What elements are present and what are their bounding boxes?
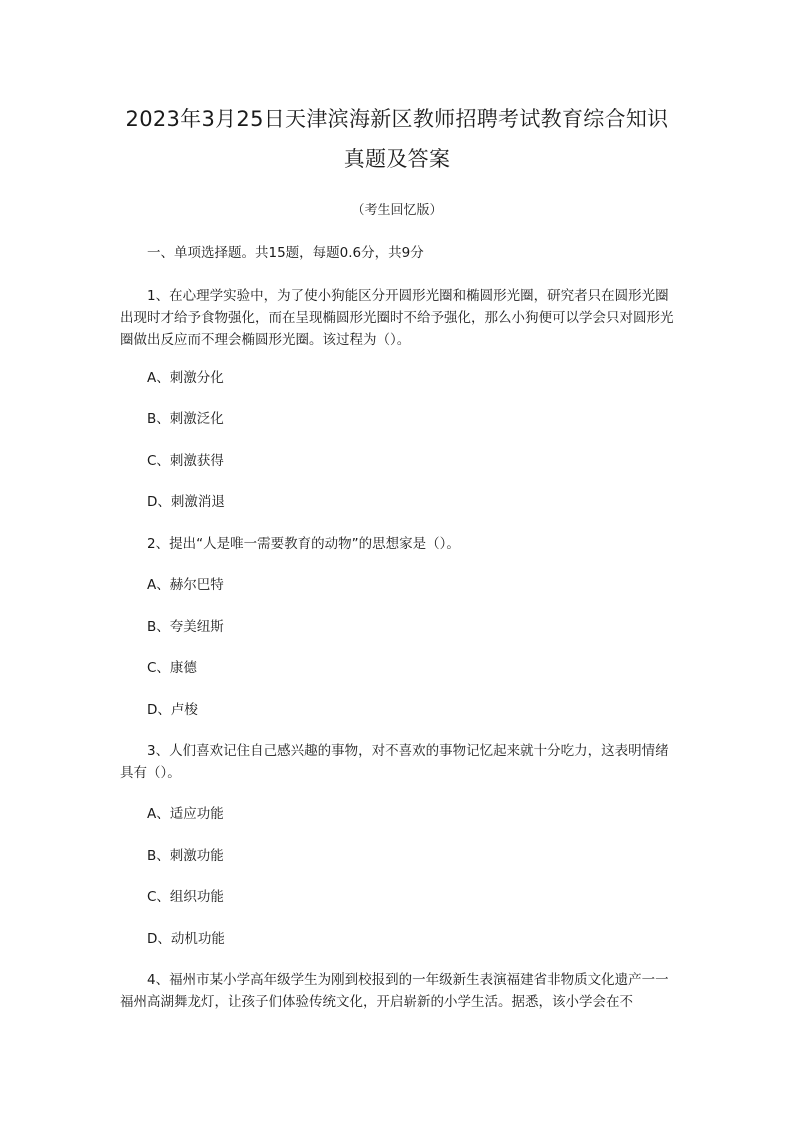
- question-3-option-c: C、组织功能: [147, 889, 224, 905]
- document-title-line-2: 真题及答案: [343, 147, 451, 171]
- document-title-line-1: 2023年3月25日天津滨海新区教师招聘考试教育综合知识: [125, 107, 669, 131]
- question-2-option-c: C、康德: [147, 660, 197, 676]
- question-1-option-b: B、刺激泛化: [147, 411, 224, 427]
- question-3-option-a: A、适应功能: [147, 806, 224, 822]
- question-3-option-b: B、刺激功能: [147, 848, 224, 864]
- question-3-option-d: D、动机功能: [147, 931, 225, 947]
- question-1-option-d: D、刺激消退: [147, 494, 225, 510]
- question-4-stem: 4、福州市某小学高年级学生为刚到校报到的一年级新生表演福建省非物质文化遗产一一福州高湖舞龙灯，让孩子们体验传统文化，开启崭新的小学生活。据悉，该小学会在不: [120, 972, 669, 1010]
- document-subtitle: （考生回忆版）: [351, 203, 443, 218]
- question-2-stem: 2、提出“人是唯一需要教育的动物”的思想家是（）。: [147, 536, 460, 552]
- question-3-stem: 3、人们喜欢记住自己感兴趣的事物，对不喜欢的事物记忆起来就十分吃力，这表明情绪具有（）。: [120, 743, 669, 781]
- section-heading: 一、单项选择题。共15题，每题0.6分，共9分: [147, 245, 424, 261]
- question-2-option-a: A、赫尔巴特: [147, 577, 224, 593]
- question-1-option-c: C、刺激获得: [147, 453, 224, 469]
- question-1-option-a: A、刺激分化: [147, 370, 224, 386]
- question-1-stem: 1、在心理学实验中，为了使小狗能区分开圆形光圈和椭圆形光圈，研究者只在圆形光圈出现时才给予食物强化，而在呈现椭圆形光圈时不给予强化，那么小狗便可以学会只对圆形光圈做出反应而不理会椭圆形光圈。该过程为（）。: [120, 288, 674, 348]
- question-2-option-d: D、卢梭: [147, 702, 198, 718]
- question-2-option-b: B、夸美纽斯: [147, 619, 224, 635]
